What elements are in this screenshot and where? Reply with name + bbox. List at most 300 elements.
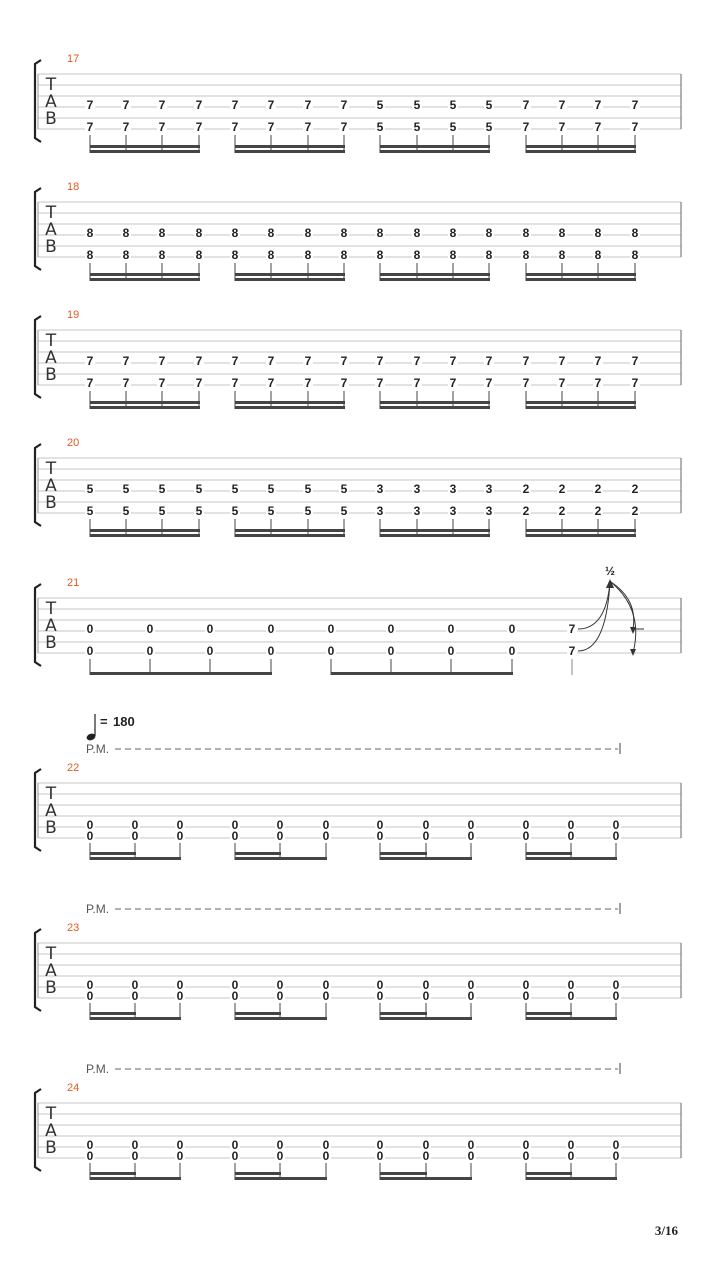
fret-number: 7 — [86, 120, 94, 134]
beam — [526, 529, 636, 532]
beam — [526, 406, 636, 409]
bend-fret-number: 7 — [568, 644, 576, 658]
measure-number: 18 — [67, 181, 80, 193]
fret-number: 3 — [376, 504, 384, 518]
fret-number: 5 — [340, 504, 348, 518]
fret-number: 8 — [558, 248, 566, 262]
fret-number: 8 — [267, 248, 275, 262]
beam — [90, 406, 200, 409]
fret-number: 5 — [413, 120, 421, 134]
fret-number: 8 — [485, 248, 493, 262]
staff-system-24 — [35, 1062, 681, 1180]
tab-clef-letter: T — [45, 459, 57, 479]
fret-number: 7 — [522, 376, 530, 390]
fret-number: 2 — [631, 482, 639, 496]
fret-number: 7 — [376, 354, 384, 368]
fret-number: 8 — [522, 248, 530, 262]
beam — [380, 1177, 472, 1180]
fret-number: 5 — [449, 120, 457, 134]
fret-number: 8 — [376, 248, 384, 262]
beam — [235, 406, 345, 409]
tab-clef-letter: A — [45, 1121, 57, 1141]
fret-number: 8 — [631, 226, 639, 240]
fret-number: 0 — [567, 978, 575, 992]
fret-number: 0 — [327, 622, 335, 636]
palm-mute-label: P.M. — [86, 742, 110, 756]
fret-number: 5 — [122, 504, 130, 518]
fret-number: 0 — [422, 989, 430, 1003]
fret-number: 8 — [522, 226, 530, 240]
fret-number: 0 — [467, 1138, 475, 1152]
palm-mute-label: P.M. — [86, 902, 110, 916]
fret-number: 5 — [485, 120, 493, 134]
fret-number: 0 — [267, 622, 275, 636]
tab-clef-letter: B — [45, 1138, 57, 1158]
tab-clef-letter: T — [45, 944, 57, 964]
fret-number: 7 — [304, 376, 312, 390]
fret-number: 0 — [467, 989, 475, 1003]
fret-number: 0 — [131, 989, 139, 1003]
fret-number: 7 — [158, 354, 166, 368]
fret-number: 0 — [231, 818, 239, 832]
fret-number: 7 — [267, 376, 275, 390]
fret-number: 7 — [413, 354, 421, 368]
measure-number: 17 — [67, 53, 80, 65]
fret-number: 2 — [558, 504, 566, 518]
fret-number: 7 — [449, 354, 457, 368]
beam — [235, 529, 345, 532]
beam — [235, 1017, 327, 1020]
fret-number: 7 — [231, 354, 239, 368]
beam — [235, 1177, 327, 1180]
fret-number: 0 — [276, 989, 284, 1003]
fret-number: 8 — [158, 248, 166, 262]
beam — [526, 1012, 572, 1015]
beam — [526, 852, 572, 855]
fret-number: 0 — [231, 978, 239, 992]
fret-number: 7 — [122, 98, 130, 112]
tempo-equals: = — [100, 714, 108, 729]
fret-number: 5 — [304, 504, 312, 518]
fret-number: 0 — [276, 978, 284, 992]
tempo-marking — [86, 714, 135, 742]
fret-number: 8 — [449, 226, 457, 240]
fret-number: 0 — [322, 989, 330, 1003]
fret-number: 0 — [567, 989, 575, 1003]
fret-number: 0 — [612, 818, 620, 832]
fret-number: 0 — [176, 829, 184, 843]
fret-number: 5 — [304, 482, 312, 496]
fret-number: 0 — [612, 829, 620, 843]
fret-number: 7 — [158, 120, 166, 134]
fret-number: 0 — [447, 622, 455, 636]
fret-number: 3 — [449, 482, 457, 496]
fret-number: 0 — [86, 829, 94, 843]
fret-number: 0 — [508, 644, 516, 658]
fret-number: 0 — [567, 1138, 575, 1152]
fret-number: 0 — [276, 818, 284, 832]
fret-number: 5 — [413, 98, 421, 112]
tempo-value: 180 — [113, 714, 135, 729]
fret-number: 5 — [267, 504, 275, 518]
fret-number: 0 — [612, 1149, 620, 1163]
fret-number: 3 — [413, 504, 421, 518]
fret-number: 0 — [522, 989, 530, 1003]
fret-number: 5 — [122, 482, 130, 496]
fret-number: 0 — [231, 1138, 239, 1152]
fret-number: 0 — [176, 989, 184, 1003]
fret-number: 7 — [522, 354, 530, 368]
beam — [526, 857, 617, 860]
fret-number: 0 — [131, 818, 139, 832]
fret-number: 0 — [522, 1149, 530, 1163]
fret-number: 0 — [276, 1138, 284, 1152]
fret-number: 8 — [267, 226, 275, 240]
fret-number: 5 — [195, 482, 203, 496]
fret-number: 8 — [594, 248, 602, 262]
fret-number: 0 — [86, 818, 94, 832]
fret-number: 0 — [376, 1138, 384, 1152]
fret-number: 5 — [86, 504, 94, 518]
beam — [235, 401, 345, 404]
fret-number: 0 — [206, 644, 214, 658]
fret-number: 0 — [376, 818, 384, 832]
fret-number: 0 — [276, 1149, 284, 1163]
fret-number: 0 — [508, 622, 516, 636]
fret-number: 0 — [267, 644, 275, 658]
staff-system-17 — [35, 53, 681, 153]
beam — [526, 1177, 617, 1180]
tab-clef-letter: B — [45, 237, 57, 257]
fret-number: 5 — [449, 98, 457, 112]
fret-number: 0 — [467, 818, 475, 832]
fret-number: 7 — [558, 98, 566, 112]
fret-number: 0 — [176, 1149, 184, 1163]
fret-number: 5 — [158, 504, 166, 518]
beam — [235, 278, 345, 281]
beam — [90, 857, 181, 860]
fret-number: 8 — [304, 226, 312, 240]
beam — [90, 672, 272, 675]
fret-number: 7 — [485, 354, 493, 368]
fret-number: 7 — [231, 98, 239, 112]
fret-number: 7 — [631, 354, 639, 368]
fret-number: 5 — [376, 98, 384, 112]
fret-number: 7 — [594, 98, 602, 112]
fret-number: 0 — [422, 978, 430, 992]
fret-number: 2 — [631, 504, 639, 518]
beam — [380, 401, 490, 404]
fret-number: 0 — [612, 978, 620, 992]
fret-number: 0 — [522, 1138, 530, 1152]
fret-number: 0 — [447, 644, 455, 658]
beam — [90, 145, 200, 148]
fret-number: 0 — [231, 1149, 239, 1163]
fret-number: 8 — [340, 226, 348, 240]
fret-number: 8 — [195, 248, 203, 262]
tab-clef-letter: A — [45, 348, 57, 368]
fret-number: 8 — [449, 248, 457, 262]
fret-number: 0 — [612, 1138, 620, 1152]
tab-clef-letter: T — [45, 784, 57, 804]
fret-number: 7 — [122, 354, 130, 368]
measure-number: 19 — [67, 309, 80, 321]
fret-number: 7 — [485, 376, 493, 390]
fret-number: 8 — [376, 226, 384, 240]
fret-number: 0 — [522, 978, 530, 992]
fret-number: 7 — [158, 98, 166, 112]
fret-number: 7 — [195, 376, 203, 390]
fret-number: 0 — [176, 1138, 184, 1152]
beam — [526, 273, 636, 276]
bend-curve — [578, 582, 610, 629]
tab-clef-letter: T — [45, 75, 57, 95]
beam — [235, 1172, 281, 1175]
fret-number: 7 — [522, 98, 530, 112]
fret-number: 0 — [231, 989, 239, 1003]
beam — [380, 278, 490, 281]
beam — [90, 1012, 136, 1015]
tab-clef-letter: A — [45, 961, 57, 981]
fret-number: 8 — [86, 248, 94, 262]
fret-number: 8 — [413, 248, 421, 262]
fret-number: 7 — [558, 354, 566, 368]
fret-number: 7 — [340, 354, 348, 368]
tab-clef-letter: B — [45, 109, 57, 129]
fret-number: 0 — [467, 829, 475, 843]
beam — [90, 401, 200, 404]
beam — [526, 145, 636, 148]
fret-number: 8 — [158, 226, 166, 240]
fret-number: 8 — [195, 226, 203, 240]
measure-number: 24 — [67, 1082, 80, 1094]
fret-number: 0 — [567, 829, 575, 843]
fret-number: 0 — [131, 1149, 139, 1163]
beam — [90, 1017, 181, 1020]
fret-number: 7 — [86, 354, 94, 368]
tab-clef-letter: T — [45, 1104, 57, 1124]
fret-number: 5 — [231, 482, 239, 496]
fret-number: 2 — [522, 482, 530, 496]
fret-number: 7 — [631, 376, 639, 390]
fret-number: 7 — [158, 376, 166, 390]
fret-number: 8 — [594, 226, 602, 240]
fret-number: 7 — [631, 98, 639, 112]
fret-number: 0 — [322, 1149, 330, 1163]
fret-number: 0 — [276, 829, 284, 843]
fret-number: 0 — [422, 818, 430, 832]
beam — [380, 852, 427, 855]
fret-number: 0 — [146, 644, 154, 658]
fret-number: 8 — [485, 226, 493, 240]
fret-number: 0 — [567, 818, 575, 832]
measure-number: 21 — [67, 577, 80, 589]
staff-system-22 — [35, 742, 681, 860]
fret-number: 0 — [322, 829, 330, 843]
fret-number: 0 — [422, 1149, 430, 1163]
fret-number: 7 — [231, 120, 239, 134]
fret-number: 0 — [376, 978, 384, 992]
fret-number: 7 — [86, 98, 94, 112]
beam — [90, 1177, 181, 1180]
fret-number: 0 — [322, 978, 330, 992]
beam — [331, 672, 513, 675]
beam — [235, 150, 345, 153]
beam — [90, 534, 200, 537]
bend-curve — [578, 582, 610, 651]
fret-number: 0 — [86, 1138, 94, 1152]
fret-number: 3 — [485, 482, 493, 496]
page-number: 3/16 — [654, 1223, 678, 1238]
fret-number: 7 — [594, 120, 602, 134]
fret-number: 8 — [558, 226, 566, 240]
beam — [526, 1017, 617, 1020]
fret-number: 7 — [195, 98, 203, 112]
beam — [380, 534, 490, 537]
fret-number: 3 — [485, 504, 493, 518]
fret-number: 0 — [422, 829, 430, 843]
fret-number: 0 — [86, 989, 94, 1003]
fret-number: 3 — [376, 482, 384, 496]
fret-number: 0 — [422, 1138, 430, 1152]
release-curve — [611, 582, 634, 629]
fret-number: 7 — [195, 354, 203, 368]
beam — [235, 534, 345, 537]
fret-number: 0 — [131, 978, 139, 992]
beam — [526, 150, 636, 153]
fret-number: 8 — [122, 248, 130, 262]
fret-number: 0 — [131, 829, 139, 843]
tab-clef-letter: B — [45, 978, 57, 998]
fret-number: 7 — [340, 98, 348, 112]
fret-number: 0 — [206, 622, 214, 636]
beam — [90, 150, 200, 153]
fret-number: 0 — [612, 989, 620, 1003]
beam — [90, 529, 200, 532]
fret-number: 0 — [86, 978, 94, 992]
fret-number: 0 — [522, 829, 530, 843]
beam — [235, 145, 345, 148]
fret-number: 8 — [413, 226, 421, 240]
fret-number: 8 — [122, 226, 130, 240]
fret-number: 7 — [304, 354, 312, 368]
fret-number: 0 — [376, 989, 384, 1003]
bend-fret-number: 7 — [568, 622, 576, 636]
fret-number: 0 — [86, 1149, 94, 1163]
fret-number: 7 — [340, 376, 348, 390]
fret-number: 8 — [340, 248, 348, 262]
fret-number: 7 — [594, 376, 602, 390]
beam — [380, 1172, 427, 1175]
fret-number: 0 — [131, 1138, 139, 1152]
tab-clef-letter: A — [45, 92, 57, 112]
staff-system-18 — [35, 181, 681, 281]
fret-number: 7 — [449, 376, 457, 390]
beam — [235, 852, 281, 855]
beam — [90, 852, 136, 855]
fret-number: 0 — [322, 1138, 330, 1152]
fret-number: 0 — [376, 1149, 384, 1163]
fret-number: 7 — [267, 120, 275, 134]
fret-number: 7 — [376, 376, 384, 390]
fret-number: 7 — [304, 120, 312, 134]
beam — [380, 1017, 472, 1020]
fret-number: 0 — [467, 978, 475, 992]
tab-clef-letter: B — [45, 493, 57, 513]
fret-number: 0 — [376, 829, 384, 843]
tab-clef-letter: B — [45, 818, 57, 838]
staff-system-19 — [35, 309, 681, 409]
fret-number: 7 — [594, 354, 602, 368]
tab-clef-letter: A — [45, 220, 57, 240]
beam — [90, 1172, 136, 1175]
fret-number: 7 — [267, 98, 275, 112]
fret-number: 7 — [231, 376, 239, 390]
fret-number: 7 — [122, 376, 130, 390]
beam — [380, 857, 472, 860]
fret-number: 5 — [340, 482, 348, 496]
fret-number: 8 — [231, 226, 239, 240]
fret-number: 0 — [327, 644, 335, 658]
fret-number: 0 — [467, 1149, 475, 1163]
fret-number: 2 — [594, 504, 602, 518]
bend-amount-label: ½ — [604, 564, 616, 578]
fret-number: 5 — [267, 482, 275, 496]
tab-clef-letter: T — [45, 599, 57, 619]
beam — [235, 1012, 281, 1015]
fret-number: 7 — [558, 120, 566, 134]
fret-number: 0 — [176, 818, 184, 832]
tab-clef-letter: B — [45, 633, 57, 653]
fret-number: 7 — [631, 120, 639, 134]
fret-number: 8 — [304, 248, 312, 262]
fret-number: 5 — [485, 98, 493, 112]
beam — [90, 273, 200, 276]
fret-number: 3 — [449, 504, 457, 518]
fret-number: 0 — [387, 622, 395, 636]
beam — [380, 273, 490, 276]
tab-clef-letter: T — [45, 203, 57, 223]
staff-system-21 — [35, 564, 681, 675]
tab-clef-letter: T — [45, 331, 57, 351]
beam — [90, 278, 200, 281]
fret-number: 0 — [146, 622, 154, 636]
fret-number: 7 — [86, 376, 94, 390]
beam — [526, 1172, 572, 1175]
fret-number: 8 — [631, 248, 639, 262]
fret-number: 0 — [231, 829, 239, 843]
fret-number: 0 — [176, 978, 184, 992]
fret-number: 7 — [195, 120, 203, 134]
fret-number: 7 — [522, 120, 530, 134]
fret-number: 0 — [86, 622, 94, 636]
beam — [526, 278, 636, 281]
beam — [526, 401, 636, 404]
fret-number: 8 — [231, 248, 239, 262]
beam — [380, 529, 490, 532]
staff-system-23 — [35, 902, 681, 1020]
beam — [235, 857, 327, 860]
tab-clef-letter: A — [45, 801, 57, 821]
measure-number: 22 — [67, 762, 80, 774]
beam — [380, 150, 490, 153]
fret-number: 2 — [522, 504, 530, 518]
beam — [380, 1012, 427, 1015]
fret-number: 5 — [86, 482, 94, 496]
fret-number: 2 — [558, 482, 566, 496]
fret-number: 2 — [594, 482, 602, 496]
fret-number: 0 — [567, 1149, 575, 1163]
